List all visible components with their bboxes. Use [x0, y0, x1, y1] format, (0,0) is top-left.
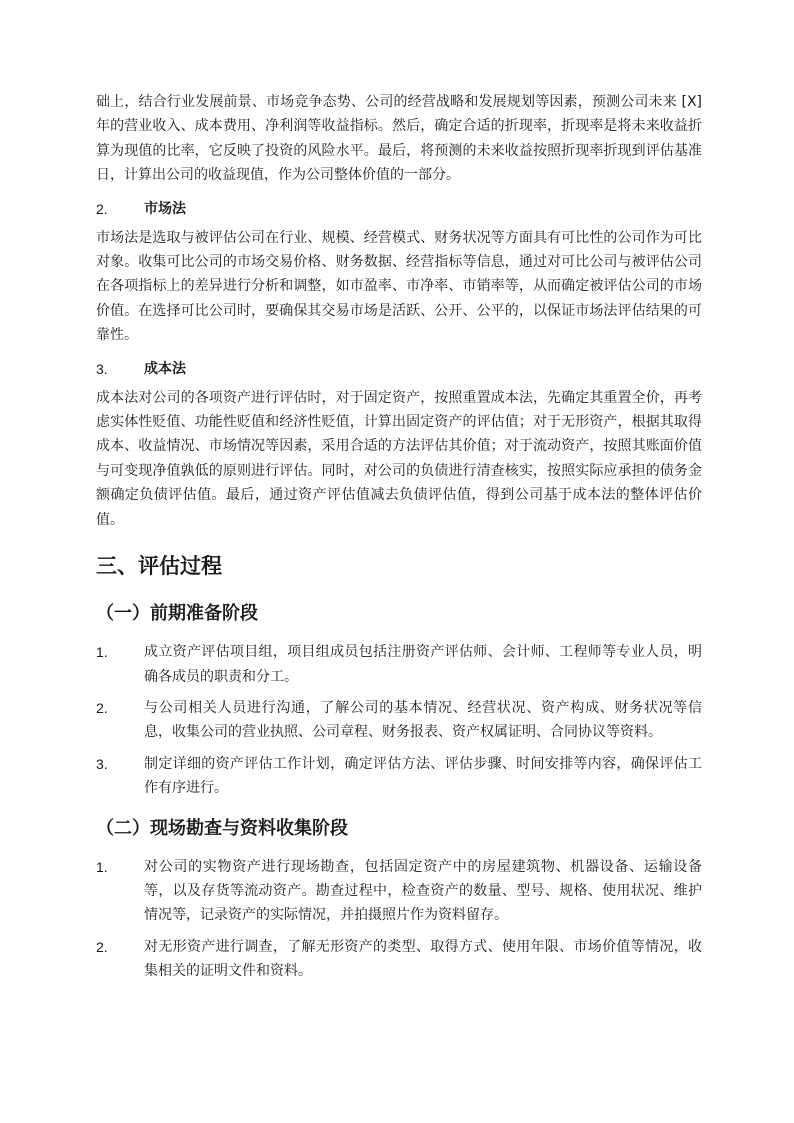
preparation-list: [96, 640, 702, 800]
list-item: [96, 640, 702, 689]
method-title: 市场法: [144, 200, 186, 217]
method-heading-market: [96, 197, 702, 221]
list-item-number: 2.: [96, 699, 108, 716]
list-item-number: 1.: [96, 644, 108, 661]
list-item-text: 对无形资产进行调查，了解无形资产的类型、取得方式、使用年限、市场价值等情况，收集相关的证明文件和资料。: [144, 938, 702, 980]
list-item: [96, 855, 702, 928]
method-heading-cost: [96, 357, 702, 381]
cost-method-paragraph: 成本法对公司的各项资产进行评估时，对于固定资产，按照重置成本法，先确定其重置全价，再考虑实体性贬值、功能性贬值和经济性贬值，计算出固定资产的评估值；对于无形资产，根据其取得成本、收益情况、市场情况等因素，采用合适的方法评估其价值；对于流动资产，按照其账面价值与可变现净值孰低的原则进行评估。同时，对公司的负债进行清查核实，按照实际应承担的债务金额确定负债评估值。最后，通过资产评估值减去负债评估值，得到公司基于成本法的整体评估价值。: [96, 389, 702, 528]
list-item-text: 与公司相关人员进行沟通，了解公司的基本情况、经营状况、资产构成、财务状况等信息，收集公司的营业执照、公司章程、财务报表、资产权属证明、合同协议等资料。: [144, 699, 702, 741]
document-page: [96, 90, 702, 998]
list-item: [96, 752, 702, 801]
section-heading-evaluation-process: 三、评估过程: [96, 554, 222, 579]
list-item: [96, 935, 702, 984]
list-item-text: 制定详细的资产评估工作计划，确定评估方法、评估步骤、时间安排等内容，确保评估工作有序进行。: [144, 755, 702, 797]
list-item-number: 1.: [96, 858, 108, 875]
method-number: 3.: [96, 360, 108, 377]
list-item-text: 成立资产评估项目组，项目组成员包括注册资产评估师、会计师、工程师等专业人员，明确各成员的职责和分工。: [144, 644, 702, 685]
list-item: [96, 696, 702, 745]
site-survey-list: [96, 855, 702, 984]
income-method-paragraph-continued: 础上，结合行业发展前景、市场竞争态势、公司的经营战略和发展规划等因素，预测公司未来 [X] 年的营业收入、成本费用、净利润等收益指标。然后，确定合适的折现率，折现率是将未来收益折算为现值的比率，它反映了投资的风险水平。最后，将预测的未来收益按照折现率折现到评估基准日，计算出公司的收益现值，作为公司整体价值的一部分。: [96, 94, 702, 184]
subsection-heading-site-survey: （二）现场勘查与资料收集阶段: [96, 817, 348, 839]
list-item-number: 3.: [96, 755, 108, 772]
list-item-text: 对公司的实物资产进行现场勘查，包括固定资产中的房屋建筑物、机器设备、运输设备等，以及存货等流动资产。勘查过程中，检查资产的数量、型号、规格、使用状况、维护情况等，记录资产的实际情况，并拍摄照片作为资料留存。: [144, 858, 702, 924]
method-number: 2.: [96, 200, 108, 217]
list-item-number: 2.: [96, 938, 108, 955]
market-method-paragraph: 市场法是选取与被评估公司在行业、规模、经营模式、财务状况等方面具有可比性的公司作为可比对象。收集可比公司的市场交易价格、财务数据、经营指标等信息，通过对可比公司与被评估公司在各项指标上的差异进行分析和调整，如市盈率、市净率、市销率等，从而确定被评估公司的市场价值。在选择可比公司时，要确保其交易市场是活跃、公开、公平的，以保证市场法评估结果的可靠性。: [96, 229, 702, 344]
subsection-heading-preparation: （一）前期准备阶段: [96, 603, 258, 625]
method-title: 成本法: [144, 360, 186, 377]
